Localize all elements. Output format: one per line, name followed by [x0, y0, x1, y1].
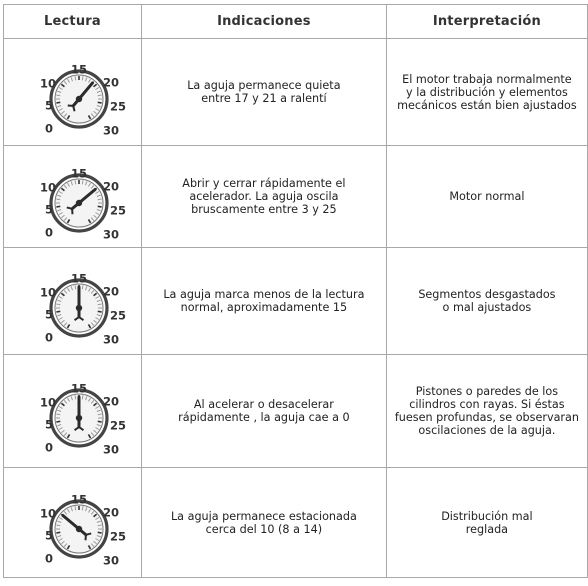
- gauge-scale-label: 20: [103, 394, 120, 408]
- indicaciones-line: Abrir y cerrar rápidamente el: [182, 177, 346, 190]
- gauge-tick: [98, 206, 102, 207]
- gauge-tick: [83, 285, 84, 289]
- interpretacion-cell: [386, 248, 587, 355]
- gauge-hub: [76, 526, 82, 532]
- vacuum-gauge: [17, 254, 127, 349]
- vacuum-gauge: [17, 45, 127, 140]
- gauge-scale-label: 5: [45, 98, 54, 112]
- gauge-scale-label: 15: [71, 271, 88, 285]
- interpretacion-line: Segmentos desgastados: [418, 288, 556, 301]
- gauge-scale-label: 10: [40, 395, 57, 409]
- vacuum-gauge-table: [3, 4, 588, 578]
- gauge-tick: [98, 199, 102, 200]
- gauge-needle-tail: [74, 105, 75, 110]
- gauge-tick: [98, 414, 102, 415]
- gauge-scale-label: 15: [71, 492, 88, 507]
- header-lectura: Lectura: [4, 5, 142, 39]
- header-indicaciones: Indicaciones: [141, 5, 386, 39]
- gauge-cell: [4, 146, 142, 248]
- gauge-tick: [57, 421, 61, 422]
- gauge-scale-label: 25: [110, 529, 127, 544]
- indicaciones-line: normal, aproximadamente 15: [180, 301, 348, 314]
- gauge-scale-label: 0: [45, 330, 54, 344]
- gauge-scale-label: 25: [110, 418, 127, 432]
- gauge-tick: [57, 532, 61, 533]
- gauge-scale-label: 10: [40, 506, 57, 521]
- gauge-tick: [98, 304, 102, 305]
- table-row: [4, 146, 588, 248]
- gauge-scale-label: 15: [71, 62, 88, 76]
- gauge-tick: [98, 102, 102, 103]
- gauge-scale-label: 30: [103, 332, 120, 346]
- interpretacion-cell: [386, 468, 587, 578]
- indicaciones-line: La aguja marca menos de la lectura: [163, 288, 365, 301]
- gauge-cell: [4, 248, 142, 355]
- interpretacion-cell: [386, 39, 587, 146]
- gauge-tick: [75, 76, 76, 80]
- interpretacion-line: y la distribución y elementos: [406, 85, 568, 99]
- gauge-scale-label: 10: [40, 76, 57, 90]
- gauge-hub: [76, 200, 82, 206]
- indicaciones-line: acelerador. La aguja oscila: [189, 190, 339, 203]
- gauge-tick: [98, 532, 102, 533]
- gauge-scale-label: 5: [45, 417, 54, 431]
- gauge-scale-label: 15: [71, 381, 88, 395]
- gauge-hub: [76, 304, 82, 310]
- gauge-scale-label: 25: [110, 99, 127, 113]
- gauge-scale-label: 20: [103, 505, 120, 520]
- gauge-needle-tail: [86, 533, 91, 534]
- interpretacion-line: reglada: [465, 522, 509, 536]
- gauge-scale-label: 30: [103, 227, 120, 242]
- gauge-tick: [57, 414, 61, 415]
- interpretacion-line: oscilaciones de la aguja.: [418, 424, 556, 437]
- table-row: [4, 39, 588, 146]
- vacuum-gauge: [17, 149, 127, 244]
- indicaciones-cell: [141, 248, 386, 355]
- gauge-scale-label: 0: [45, 225, 54, 240]
- header-row: [4, 5, 588, 39]
- gauge-tick: [57, 206, 61, 207]
- gauge-tick: [75, 506, 76, 510]
- gauge-cell: [4, 355, 142, 468]
- indicaciones-cell: [141, 468, 386, 578]
- vacuum-gauge: [17, 364, 127, 459]
- gauge-tick: [57, 525, 61, 526]
- table-row: [4, 248, 588, 355]
- gauge-needle-tail: [67, 207, 72, 208]
- gauge-tick: [98, 311, 102, 312]
- vacuum-gauge: [17, 475, 127, 570]
- gauge-tick: [98, 421, 102, 422]
- indicaciones-line: Al acelerar o desacelerar: [193, 398, 334, 411]
- interpretacion-line: fuesen profundas, se observaran: [394, 411, 579, 424]
- gauge-tick: [57, 304, 61, 305]
- gauge-scale-label: 0: [45, 440, 54, 454]
- gauge-scale-label: 5: [45, 307, 54, 321]
- indicaciones-line: rápidamente , la aguja cae a 0: [178, 411, 350, 424]
- gauge-scale-label: 30: [103, 123, 120, 137]
- indicaciones-cell: [141, 146, 386, 248]
- gauge-tick: [57, 95, 61, 96]
- gauge-scale-label: 15: [71, 166, 88, 181]
- gauge-scale-label: 20: [103, 284, 120, 298]
- indicaciones-line: entre 17 y 21 a ralentí: [201, 92, 327, 105]
- gauge-tick: [75, 285, 76, 289]
- gauge-scale-label: 30: [103, 553, 120, 568]
- indicaciones-cell: [141, 355, 386, 468]
- interpretacion-line: El motor trabaja normalmente: [402, 72, 572, 86]
- gauge-scale-label: 20: [103, 179, 120, 194]
- interpretacion-line: Pistones o paredes de los: [415, 385, 559, 398]
- gauge-hub: [76, 414, 82, 420]
- indicaciones-line: La aguja permanece quieta: [187, 79, 341, 92]
- gauge-scale-label: 0: [45, 121, 54, 135]
- gauge-hub: [76, 95, 82, 101]
- interpretacion-line: mecánicos están bien ajustados: [397, 98, 577, 112]
- gauge-scale-label: 10: [40, 180, 57, 195]
- interpretacion-cell: [386, 146, 587, 248]
- gauge-tick: [98, 95, 102, 96]
- gauge-tick: [57, 199, 61, 200]
- indicaciones-line: bruscamente entre 3 y 25: [191, 203, 337, 216]
- gauge-scale-label: 0: [45, 551, 54, 566]
- indicaciones-line: cerca del 10 (8 a 14): [205, 522, 323, 536]
- gauge-scale-label: 5: [45, 528, 54, 543]
- table-row: [4, 355, 588, 468]
- gauge-tick: [83, 395, 84, 399]
- gauge-tick: [83, 76, 84, 80]
- gauge-tick: [83, 506, 84, 510]
- interpretacion-cell: [386, 355, 587, 468]
- gauge-tick: [57, 102, 61, 103]
- gauge-cell: [4, 468, 142, 578]
- table-row: [4, 468, 588, 578]
- gauge-scale-label: 30: [103, 442, 120, 456]
- gauge-scale-label: 25: [110, 308, 127, 322]
- interpretacion-line: Motor normal: [449, 190, 525, 203]
- indicaciones-line: La aguja permanece estacionada: [170, 509, 357, 523]
- gauge-cell: [4, 39, 142, 146]
- indicaciones-cell: [141, 39, 386, 146]
- gauge-scale-label: 25: [110, 203, 127, 218]
- gauge-tick: [57, 311, 61, 312]
- gauge-scale-label: 5: [45, 202, 54, 217]
- gauge-tick: [98, 525, 102, 526]
- interpretacion-line: Distribución mal: [441, 509, 533, 523]
- gauge-tick: [75, 395, 76, 399]
- gauge-scale-label: 10: [40, 285, 57, 299]
- interpretacion-line: cilindros con rayas. Si éstas: [409, 398, 565, 411]
- gauge-tick: [75, 180, 76, 184]
- interpretacion-line: o mal ajustados: [442, 301, 532, 314]
- gauge-scale-label: 20: [103, 75, 120, 89]
- gauge-tick: [83, 180, 84, 184]
- header-interpretacion: Interpretación: [386, 5, 587, 39]
